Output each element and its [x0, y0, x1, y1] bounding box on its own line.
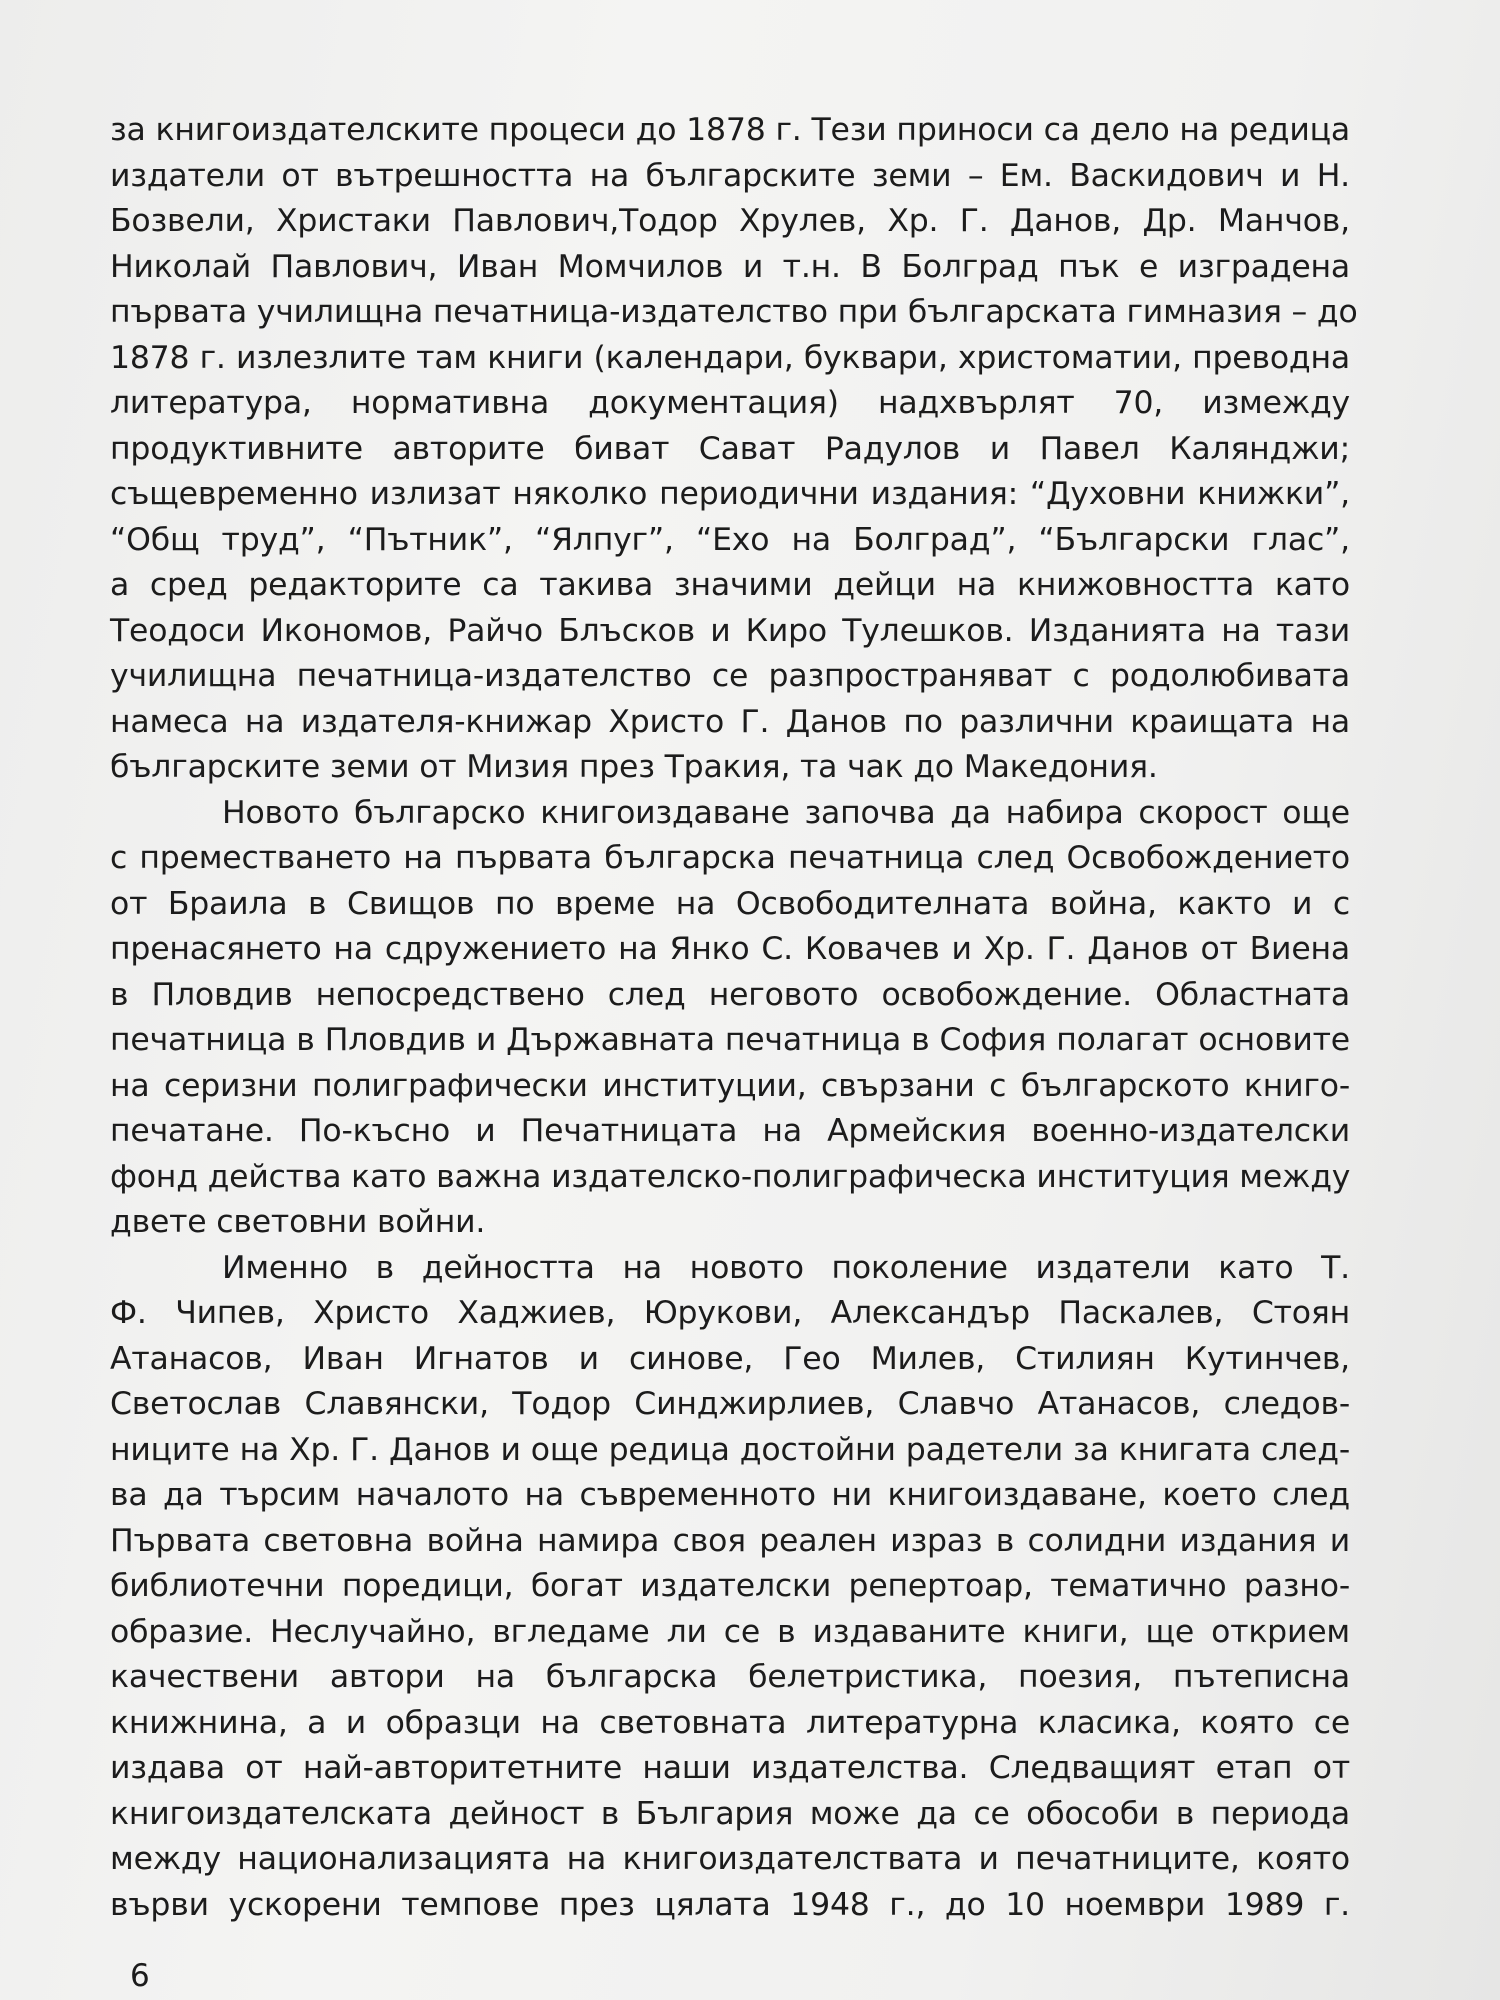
text-line: Светослав Славянски, Тодор Синджирлиев, Славчо Атанасов, следов-	[110, 1386, 1350, 1422]
text-line: от Браила в Свищов по време на Освободителната война, както и с	[110, 885, 1350, 922]
text-line: качествени автори на българска белетристика, поезия, пътеписна	[110, 1659, 1350, 1695]
text-line: българските земи от Мизия през Тракия, та чак до Македония.	[110, 749, 1158, 785]
text-line: 1878 г. излезлите там книги (календари, буквари, христоматии, преводна	[110, 339, 1350, 376]
text-line: книгоиздателската дейност в България може да се обособи в периода	[110, 1795, 1350, 1832]
text-line: намеса на издателя-книжар Христо Г. Данов по различни краищата на	[110, 703, 1350, 740]
text-line: същевременно излизат няколко периодични издания: “Духовни книжки”,	[110, 476, 1350, 512]
text-line: пренасянето на сдружението на Янко С. Ковачев и Хр. Г. Данов от Виена	[110, 931, 1350, 967]
text-line: Ф. Чипев, Христо Хаджиев, Юрукови, Александър Паскалев, Стоян	[110, 1295, 1350, 1331]
text-line: Теодоси Икономов, Райчо Блъсков и Киро Тулешков. Изданията на тази	[110, 612, 1350, 649]
paragraph-1	[110, 108, 1358, 791]
text-line: издава от най-авторитетните наши издателства. Следващият етап от	[110, 1750, 1350, 1786]
text-line: Николай Павлович, Иван Момчилов и т.н. В Болград пък е изградена	[110, 248, 1350, 285]
text-line: ниците на Хр. Г. Данов и още редица достойни радетели за книгата след-	[110, 1431, 1350, 1468]
text-line: ва да търсим началото на съвременното ни книгоиздаване, което след	[110, 1477, 1350, 1513]
text-line: Първата световна война намира своя реален израз в солидни издания и	[110, 1522, 1350, 1559]
text-line: книжнина, а и образци на световната литературна класика, която се	[110, 1704, 1350, 1741]
paragraph-2	[110, 791, 1350, 1246]
text-line: Именно в дейността на новото поколение издатели като Т.	[222, 1249, 1350, 1286]
text-line: фонд действа като важна издателско-полиграфическа институция между	[110, 1158, 1351, 1195]
text-line: двете световни войни.	[110, 1204, 486, 1240]
text-line: печатница в Пловдив и Държавната печатница в София полагат основите	[110, 1022, 1350, 1058]
text-line: Бозвели, Христаки Павлович,Тодор Хрулев, Хр. Г. Данов, Др. Манчов,	[110, 203, 1350, 239]
text-line: върви ускорени темпове през цялата 1948 г., до 10 ноември 1989 г.	[110, 1886, 1350, 1923]
text-line: “Общ труд”, “Пътник”, “Ялпуг”, “Ехо на Болград”, “Български глас”,	[110, 521, 1350, 558]
body-text	[110, 108, 1358, 1928]
text-line: продуктивните авторите биват Сават Радулов и Павел Калянджи;	[110, 430, 1350, 467]
text-line: първата училищна печатница-издателство при българската гимназия – до	[110, 294, 1358, 330]
text-line: а сред редакторите са такива значими дейци на книжовността като	[110, 567, 1350, 603]
text-line: Атанасов, Иван Игнатов и синове, Гео Милев, Стилиян Кутинчев,	[110, 1340, 1350, 1377]
text-line: литература, нормативна документация) надхвърлят 70, измежду	[110, 385, 1350, 421]
text-line: за книгоиздателските процеси до 1878 г. Тези приноси са дело на редица	[110, 112, 1350, 148]
page-number: 6	[130, 1958, 150, 1994]
text-line: на серизни полиграфически институции, свързани с българското книго-	[110, 1067, 1350, 1104]
text-line: образие. Неслучайно, вгледаме ли се в издаваните книги, ще открием	[110, 1613, 1350, 1650]
text-line: печатане. По-късно и Печатницата на Армейския военно-издателски	[110, 1113, 1350, 1149]
text-line: с преместването на първата българска печатница след Освобождението	[110, 840, 1350, 876]
paragraph-3	[110, 1246, 1350, 1929]
text-line: между национализацията на книгоиздателствата и печатниците, която	[110, 1841, 1350, 1877]
text-line: библиотечни поредици, богат издателски репертоар, тематично разно-	[110, 1568, 1350, 1604]
text-line: училищна печатница-издателство се разпространяват с родолюбивата	[110, 658, 1350, 694]
text-line: в Пловдив непосредствено след неговото освобождение. Областната	[110, 976, 1350, 1013]
text-line: Новото българско книгоиздаване започва да набира скорост още	[222, 794, 1350, 831]
text-line: издатели от вътрешността на българските земи – Ем. Васкидович и Н.	[110, 157, 1350, 194]
